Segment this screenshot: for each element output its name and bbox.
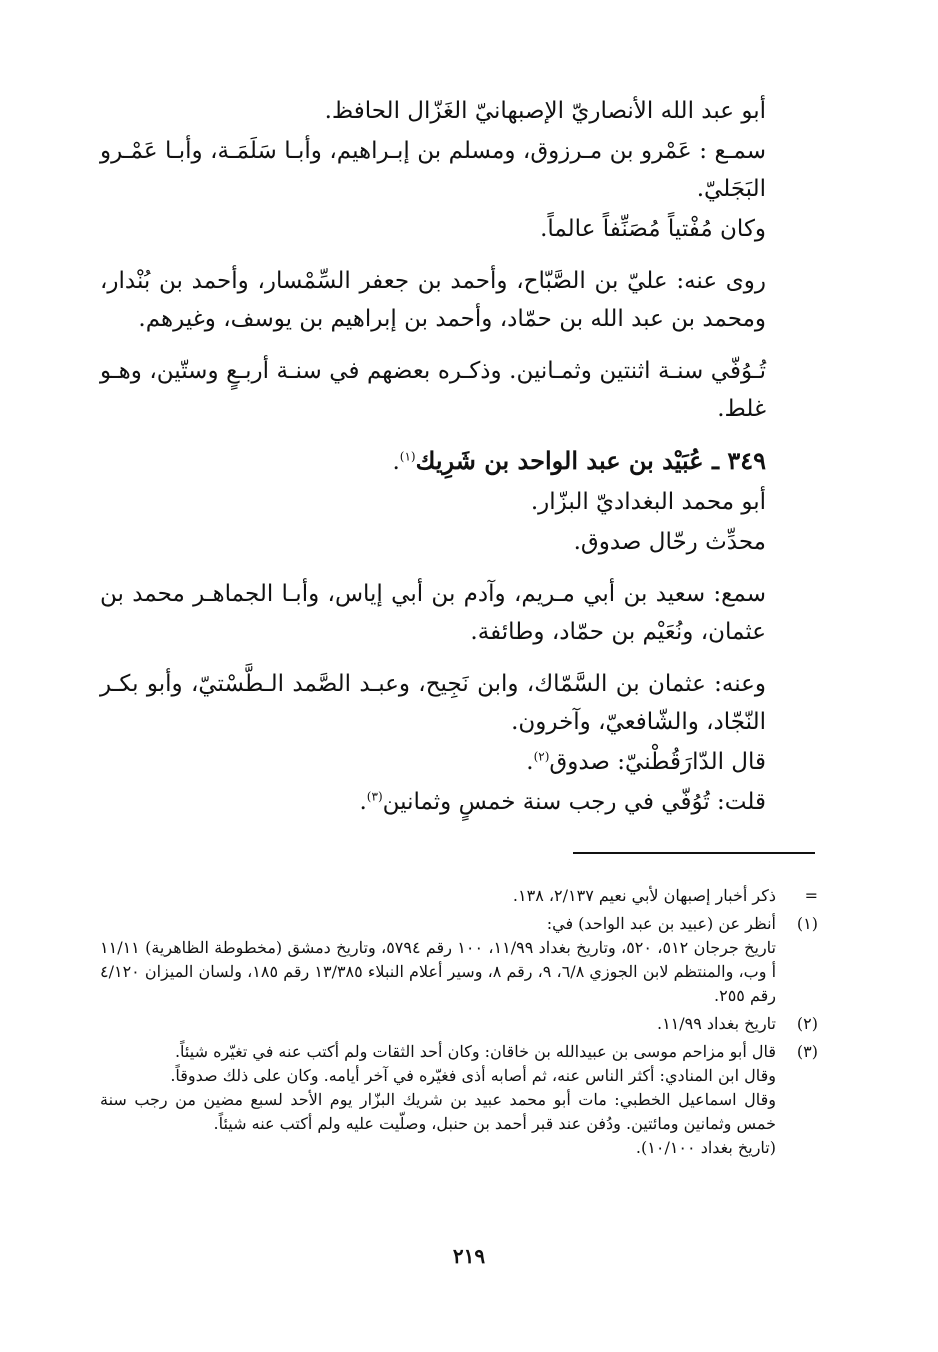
footnote-ref-2: (٢) (533, 749, 550, 764)
footnote-number: (١) (796, 914, 818, 933)
footnote-2 (100, 1012, 818, 1036)
prev-entry-rawa: روى عنه: عليّ بن الصَّبّاح، وأحمد بن جعفر السِّمْسار، وأحمد بن بُنْدار، ومحمد بن عبد الله بن حمّاد، وأحمد بن إبراهيم بن يوسف، وغيرهم. (100, 268, 766, 332)
footnote-number: (٢) (796, 1014, 818, 1033)
entry-349-anhu: وعنه: عثمان بن السَّمّاك، وابن نَجِيح، وعبـد الصَّمد الـطَّسْتيّ، وأبو بكـر النّجّاد، والشّافعيّ، وآخرون. (100, 671, 766, 735)
entry-349-nisba: أبو محمد البغداديّ البزّار. (530, 489, 766, 515)
footnote-ref-1: (١) (399, 449, 416, 464)
footnote-continued (100, 884, 818, 908)
entry-349-title: ٣٤٩ ـ عُبَيْد بن عبد الواحد بن شَرِيك (415, 446, 766, 475)
footnotes (100, 884, 818, 1164)
prev-entry-nisba: أبو عبد الله الأنصاريّ الإصبهانيّ الغَزّال الحافظ. (324, 98, 766, 124)
page-number: ٢١٩ (452, 1244, 486, 1268)
footnote-line: تاريخ بغداد ١١/٩٩. (656, 1014, 776, 1033)
footnote-number: = (804, 886, 818, 905)
daraqutni-text: قال الدّارَقُطْنيّ: صدوق (549, 749, 766, 775)
main-text (100, 92, 818, 821)
footnote-separator (573, 852, 815, 854)
footnote-body (100, 912, 776, 1008)
entry-349-qultu: قلت: تُوُفّي في رجب سنة خمسٍ وثمانين$^{(٣)}$. (359, 789, 766, 815)
footnote-1 (100, 912, 818, 1008)
footnote-3 (100, 1040, 818, 1160)
entry-349-daraqutni: قال الدّارَقُطْنيّ: صدوق$^{(٢)}$. (526, 749, 766, 775)
prev-entry-death: تُـوُفّي سنـة اثنتين وثمـانين. وذكـره بعضهم في سنـة أربـعٍ وستّين، وهـو غلط. (100, 358, 766, 422)
qultu-text: قلت: تُوُفّي في رجب سنة خمسٍ وثمانين (382, 789, 766, 815)
footnote-line: أنظر عن (عبيد بن عبد الواحد) في: (546, 914, 776, 933)
footnote-line: قال أبو مزاحم موسى بن عبيدالله بن خاقان: وكان أحد الثقات ولم أكتب عنه في تغيّره شيئاً. (174, 1042, 776, 1061)
entry-349-heading: ٣٤٩ ـ عُبَيْد بن عبد الواحد بن شَرِيك$^{(١)}$. (392, 446, 766, 475)
entry-349-status: محدِّث رحّال صدوق. (573, 529, 766, 555)
footnote-line: (تاريخ بغداد ١٠/١٠٠). (635, 1138, 776, 1157)
footnote-line: ذكر أخبار إصبهان لأبي نعيم ٢/١٣٧، ١٣٨. (512, 886, 776, 905)
footnote-body (100, 1012, 776, 1036)
entry-349-samia: سمع: سعيد بن أبي مـريم، وآدم بن أبي إياس، وأبـا الجماهـر محمد بن عثمان، ونُعَيْم بن حمّاد، وطائفة. (100, 581, 766, 645)
prev-entry-status: وكان مُفْتياً مُصَنِّفاً عالماً. (540, 216, 766, 242)
footnote-line: وقال ابن المنادي: أكثر الناس عنه، ثم أصابه أذى فغيّره في آخر أيامه. وكان على ذلك صدوقاً. (170, 1066, 776, 1085)
footnote-body (100, 1040, 776, 1160)
footnote-body (100, 884, 776, 908)
footnote-ref-3: (٣) (366, 789, 383, 804)
prev-entry-samia: سمـع : عَمْرو بن مـرزوق، ومسلم بن إبـراهيم، وأبـا سَلَمَـة، وأبـا عَمْـرو البَجَليّ. (100, 138, 766, 202)
footnote-line: وقال اسماعيل الخطبي: مات أبو محمد عبيد بن شريك البزّار يوم الأحد لسبع مضين من رجب سنة خمس وثمانين ومائتين. ودُفن عند قبر أحمد بن حنبل، وصلّيت عليه ولم أكتب عنه شيئاً. (100, 1090, 776, 1133)
footnote-number: (٣) (796, 1042, 818, 1061)
footnote-line: تاريخ جرجان ٥١٢، ٥٢٠، وتاريخ بغداد ١١/٩٩، ١٠٠ رقم ٥٧٩٤، وتاريخ دمشق (مخطوطة الظاهرية) ١١/١١ أ وب، والمنتظم لابن الجوزي ٦/٨، ٩، رقم ٨، وسير أعلام النبلاء ١٣/٣٨٥ رقم ١٨٥، ولسان الميزان ٤/١٢٠ رقم ٢٥٥. (100, 938, 777, 1005)
